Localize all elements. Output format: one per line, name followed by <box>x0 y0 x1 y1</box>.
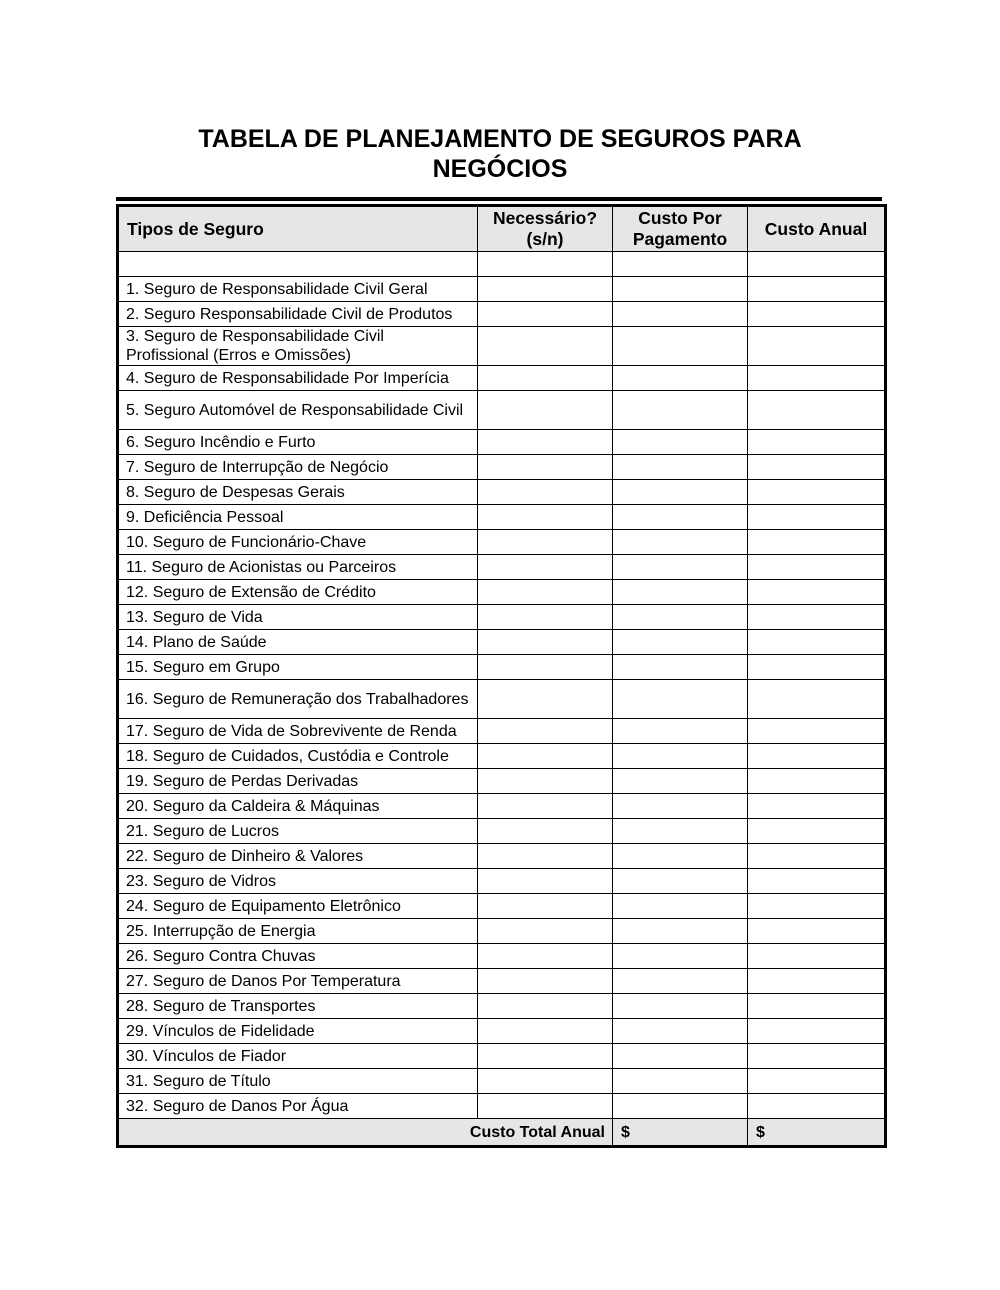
custo-por-pagamento-cell[interactable] <box>613 1094 748 1119</box>
necessario-cell[interactable] <box>478 919 613 944</box>
custo-anual-cell[interactable] <box>748 1019 886 1044</box>
header-custo-pag-line-1: Custo Por <box>638 208 722 228</box>
custo-por-pagamento-cell[interactable] <box>613 969 748 994</box>
insurance-type-cell: 19. Seguro de Perdas Derivadas <box>118 769 478 794</box>
custo-anual-cell[interactable] <box>748 480 886 505</box>
table-row <box>118 1069 886 1094</box>
necessario-cell[interactable] <box>478 302 613 327</box>
blank-cell[interactable] <box>478 252 613 277</box>
table-row <box>118 655 886 680</box>
insurance-type-cell: 30. Vínculos de Fiador <box>118 1044 478 1069</box>
table-row <box>118 605 886 630</box>
custo-anual-cell[interactable] <box>748 819 886 844</box>
table-row <box>118 480 886 505</box>
blank-cell[interactable] <box>118 252 478 277</box>
custo-por-pagamento-cell[interactable] <box>613 580 748 605</box>
custo-anual-cell[interactable] <box>748 605 886 630</box>
necessario-cell[interactable] <box>478 366 613 391</box>
custo-por-pagamento-cell[interactable] <box>613 869 748 894</box>
insurance-type-cell: 7. Seguro de Interrupção de Negócio <box>118 455 478 480</box>
table-row <box>118 327 886 366</box>
insurance-type-cell: 14. Plano de Saúde <box>118 630 478 655</box>
custo-anual-cell[interactable] <box>748 1069 886 1094</box>
table-row <box>118 391 886 430</box>
custo-por-pagamento-cell[interactable] <box>613 819 748 844</box>
insurance-type-cell: 29. Vínculos de Fidelidade <box>118 1019 478 1044</box>
necessario-cell[interactable] <box>478 844 613 869</box>
table-row <box>118 1044 886 1069</box>
table-row <box>118 719 886 744</box>
necessario-cell[interactable] <box>478 969 613 994</box>
custo-anual-cell[interactable] <box>748 366 886 391</box>
custo-por-pagamento-cell[interactable] <box>613 744 748 769</box>
custo-por-pagamento-cell[interactable] <box>613 430 748 455</box>
necessario-cell[interactable] <box>478 327 613 366</box>
insurance-type-cell: 6. Seguro Incêndio e Furto <box>118 430 478 455</box>
header-tipos-de-seguro: Tipos de Seguro <box>118 206 478 252</box>
necessario-cell[interactable] <box>478 505 613 530</box>
necessario-cell[interactable] <box>478 894 613 919</box>
header-necessario-line-2: (s/n) <box>526 229 564 249</box>
custo-por-pagamento-cell[interactable] <box>613 769 748 794</box>
necessario-cell[interactable] <box>478 1044 613 1069</box>
necessario-cell[interactable] <box>478 744 613 769</box>
necessario-cell[interactable] <box>478 819 613 844</box>
custo-anual-cell[interactable] <box>748 769 886 794</box>
header-custo-anual: Custo Anual <box>748 206 886 252</box>
custo-por-pagamento-cell[interactable] <box>613 719 748 744</box>
custo-por-pagamento-cell[interactable] <box>613 994 748 1019</box>
insurance-type-cell: 4. Seguro de Responsabilidade Por Imperícia <box>118 366 478 391</box>
blank-cell[interactable] <box>613 252 748 277</box>
insurance-type-cell: 16. Seguro de Remuneração dos Trabalhadores <box>118 680 478 719</box>
custo-por-pagamento-cell[interactable] <box>613 391 748 430</box>
custo-por-pagamento-cell[interactable] <box>613 1044 748 1069</box>
insurance-type-cell: 13. Seguro de Vida <box>118 605 478 630</box>
custo-anual-cell[interactable] <box>748 719 886 744</box>
necessario-cell[interactable] <box>478 994 613 1019</box>
necessario-cell[interactable] <box>478 1019 613 1044</box>
custo-anual-cell[interactable] <box>748 430 886 455</box>
necessario-cell[interactable] <box>478 630 613 655</box>
insurance-type-cell: 26. Seguro Contra Chuvas <box>118 944 478 969</box>
insurance-type-cell: 22. Seguro de Dinheiro & Valores <box>118 844 478 869</box>
custo-anual-cell[interactable] <box>748 277 886 302</box>
necessario-cell[interactable] <box>478 605 613 630</box>
table-row <box>118 680 886 719</box>
insurance-type-cell: 27. Seguro de Danos Por Temperatura <box>118 969 478 994</box>
insurance-type-cell: 9. Deficiência Pessoal <box>118 505 478 530</box>
table-row <box>118 455 886 480</box>
insurance-type-cell: 5. Seguro Automóvel de Responsabilidade Civil <box>118 391 478 430</box>
custo-por-pagamento-cell[interactable] <box>613 505 748 530</box>
insurance-type-cell: 21. Seguro de Lucros <box>118 819 478 844</box>
table-row <box>118 844 886 869</box>
custo-anual-cell[interactable] <box>748 919 886 944</box>
table-row <box>118 769 886 794</box>
necessario-cell[interactable] <box>478 555 613 580</box>
necessario-cell[interactable] <box>478 455 613 480</box>
necessario-cell[interactable] <box>478 391 613 430</box>
insurance-type-cell: 12. Seguro de Extensão de Crédito <box>118 580 478 605</box>
table-row <box>118 744 886 769</box>
insurance-type-cell: 1. Seguro de Responsabilidade Civil Geral <box>118 277 478 302</box>
custo-por-pagamento-cell[interactable] <box>613 605 748 630</box>
custo-anual-cell[interactable] <box>748 530 886 555</box>
table-row <box>118 969 886 994</box>
table-row <box>118 277 886 302</box>
custo-por-pagamento-cell[interactable] <box>613 277 748 302</box>
insurance-type-cell: 10. Seguro de Funcionário-Chave <box>118 530 478 555</box>
custo-anual-cell[interactable] <box>748 944 886 969</box>
custo-anual-cell[interactable] <box>748 302 886 327</box>
table-row <box>118 366 886 391</box>
custo-por-pagamento-cell[interactable] <box>613 302 748 327</box>
custo-anual-cell[interactable] <box>748 1094 886 1119</box>
table-row <box>118 505 886 530</box>
custo-anual-cell[interactable] <box>748 844 886 869</box>
necessario-cell[interactable] <box>478 480 613 505</box>
insurance-type-cell: 17. Seguro de Vida de Sobrevivente de Renda <box>118 719 478 744</box>
table-row <box>118 944 886 969</box>
custo-anual-cell[interactable] <box>748 969 886 994</box>
custo-anual-cell[interactable] <box>748 327 886 366</box>
necessario-cell[interactable] <box>478 655 613 680</box>
custo-por-pagamento-cell[interactable] <box>613 844 748 869</box>
necessario-cell[interactable] <box>478 944 613 969</box>
custo-por-pagamento-cell[interactable] <box>613 1069 748 1094</box>
custo-por-pagamento-cell[interactable] <box>613 630 748 655</box>
insurance-type-cell: 11. Seguro de Acionistas ou Parceiros <box>118 555 478 580</box>
insurance-type-cell: 20. Seguro da Caldeira & Máquinas <box>118 794 478 819</box>
insurance-type-cell: 28. Seguro de Transportes <box>118 994 478 1019</box>
custo-por-pagamento-cell[interactable] <box>613 919 748 944</box>
necessario-cell[interactable] <box>478 680 613 719</box>
insurance-type-cell: 23. Seguro de Vidros <box>118 869 478 894</box>
custo-por-pagamento-cell[interactable] <box>613 655 748 680</box>
custo-por-pagamento-cell[interactable] <box>613 480 748 505</box>
header-necessario <box>478 206 613 252</box>
table-row <box>118 302 886 327</box>
table-row <box>118 794 886 819</box>
custo-anual-cell[interactable] <box>748 994 886 1019</box>
necessario-cell[interactable] <box>478 430 613 455</box>
insurance-type-cell: 8. Seguro de Despesas Gerais <box>118 480 478 505</box>
custo-por-pagamento-cell[interactable] <box>613 366 748 391</box>
total-label: Custo Total Anual <box>118 1119 613 1147</box>
insurance-type-cell: 31. Seguro de Título <box>118 1069 478 1094</box>
custo-anual-cell[interactable] <box>748 630 886 655</box>
custo-anual-cell[interactable] <box>748 455 886 480</box>
total-row <box>118 1119 886 1147</box>
necessario-cell[interactable] <box>478 769 613 794</box>
custo-por-pagamento-cell[interactable] <box>613 455 748 480</box>
custo-anual-cell[interactable] <box>748 744 886 769</box>
insurance-type-cell: 2. Seguro Responsabilidade Civil de Produtos <box>118 302 478 327</box>
insurance-planning-table <box>116 204 887 1148</box>
insurance-type-cell: 15. Seguro em Grupo <box>118 655 478 680</box>
header-custo-por-pagamento <box>613 206 748 252</box>
custo-anual-cell[interactable] <box>748 555 886 580</box>
custo-anual-cell[interactable] <box>748 505 886 530</box>
table-row <box>118 1019 886 1044</box>
table-row <box>118 430 886 455</box>
table-row <box>118 555 886 580</box>
custo-anual-cell[interactable] <box>748 794 886 819</box>
necessario-cell[interactable] <box>478 719 613 744</box>
title-divider <box>116 197 882 201</box>
custo-por-pagamento-cell[interactable] <box>613 327 748 366</box>
table-header-row <box>118 206 886 252</box>
custo-anual-cell[interactable] <box>748 894 886 919</box>
necessario-cell[interactable] <box>478 794 613 819</box>
table-row <box>118 819 886 844</box>
total-anual-value[interactable]: $ <box>748 1119 886 1147</box>
table-row <box>118 869 886 894</box>
table-row <box>118 994 886 1019</box>
page-title <box>120 124 880 184</box>
custo-por-pagamento-cell[interactable] <box>613 680 748 719</box>
insurance-type-cell: 25. Interrupção de Energia <box>118 919 478 944</box>
blank-cell[interactable] <box>748 252 886 277</box>
table-row <box>118 630 886 655</box>
insurance-type-cell: 18. Seguro de Cuidados, Custódia e Controle <box>118 744 478 769</box>
insurance-type-cell: 32. Seguro de Danos Por Água <box>118 1094 478 1119</box>
table-row <box>118 530 886 555</box>
custo-anual-cell[interactable] <box>748 655 886 680</box>
custo-anual-cell[interactable] <box>748 1044 886 1069</box>
header-custo-pag-line-2: Pagamento <box>632 229 728 249</box>
table-row <box>118 580 886 605</box>
necessario-cell[interactable] <box>478 277 613 302</box>
custo-por-pagamento-cell[interactable] <box>613 944 748 969</box>
table-row <box>118 894 886 919</box>
total-pagamento-value[interactable]: $ <box>613 1119 748 1147</box>
custo-por-pagamento-cell[interactable] <box>613 530 748 555</box>
insurance-type-cell: 3. Seguro de Responsabilidade Civil Profissional (Erros e Omissões) <box>118 327 478 366</box>
custo-anual-cell[interactable] <box>748 580 886 605</box>
custo-por-pagamento-cell[interactable] <box>613 1019 748 1044</box>
custo-anual-cell[interactable] <box>748 680 886 719</box>
page-title-line-1: TABELA DE PLANEJAMENTO DE SEGUROS PARA <box>198 125 802 153</box>
custo-por-pagamento-cell[interactable] <box>613 794 748 819</box>
necessario-cell[interactable] <box>478 869 613 894</box>
custo-anual-cell[interactable] <box>748 391 886 430</box>
necessario-cell[interactable] <box>478 580 613 605</box>
custo-por-pagamento-cell[interactable] <box>613 894 748 919</box>
necessario-cell[interactable] <box>478 1094 613 1119</box>
table-row <box>118 919 886 944</box>
custo-anual-cell[interactable] <box>748 869 886 894</box>
blank-row <box>118 252 886 277</box>
necessario-cell[interactable] <box>478 1069 613 1094</box>
header-necessario-line-1: Necessário? <box>492 208 598 228</box>
insurance-type-cell: 24. Seguro de Equipamento Eletrônico <box>118 894 478 919</box>
page-title-line-2: NEGÓCIOS <box>432 155 568 183</box>
table-row <box>118 1094 886 1119</box>
necessario-cell[interactable] <box>478 530 613 555</box>
custo-por-pagamento-cell[interactable] <box>613 555 748 580</box>
